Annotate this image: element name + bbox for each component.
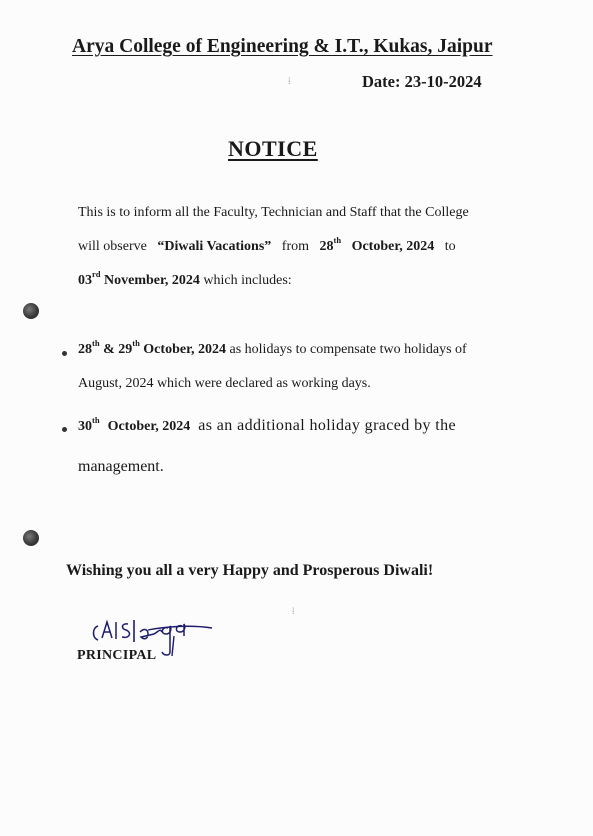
punch-hole-top	[23, 303, 39, 319]
intro-line-2	[78, 235, 508, 255]
holiday-day: 30th	[78, 415, 100, 434]
intro-line-1: This is to inform all the Faculty, Technician and Staff that the College	[78, 205, 469, 220]
date-value: 23-10-2024	[404, 72, 482, 91]
intro-text: which includes:	[203, 273, 292, 288]
bullet-1-line-2: August, 2024 which were declared as working days.	[78, 376, 371, 391]
holiday-day: 28th	[78, 338, 100, 357]
bullet-text: as an additional holiday graced by the	[198, 417, 457, 434]
intro-text: from	[281, 239, 310, 254]
end-month-year: November, 2024	[104, 273, 200, 288]
intro-line-3	[78, 269, 292, 289]
bullet-dot	[62, 427, 67, 432]
bullet-1-line-1	[78, 338, 467, 358]
ampersand: &	[103, 342, 115, 357]
bullet-dot	[62, 351, 67, 356]
holiday-month-year: October, 2024	[143, 342, 226, 357]
scan-speck: ⁞	[288, 76, 291, 86]
vacation-name: “Diwali Vacations”	[157, 239, 272, 254]
punch-hole-bottom	[23, 530, 39, 546]
bullet-2-line-1	[78, 417, 508, 435]
bullet-2-line-2: management.	[78, 458, 164, 475]
notice-title: NOTICE	[228, 136, 318, 161]
college-name-heading: Arya College of Engineering & I.T., Kukas, Jaipur	[72, 36, 493, 57]
holiday-day: 29th	[118, 338, 140, 357]
end-day: 03rd	[78, 269, 101, 288]
closing-greeting: Wishing you all a very Happy and Prosperous Diwali!	[66, 562, 434, 579]
date-label: Date:	[362, 72, 401, 91]
start-day: 28th	[319, 235, 342, 254]
signatory-title: PRINCIPAL	[77, 648, 157, 663]
start-month-year: October, 2024	[351, 239, 435, 254]
bullet-text: as holidays to compensate two holidays of	[229, 342, 467, 357]
holiday-month-year: October, 2024	[107, 419, 191, 434]
intro-text: will observe	[78, 239, 147, 254]
intro-text: to	[444, 239, 456, 254]
scan-speck: ⁞	[292, 606, 295, 616]
notice-date	[362, 72, 482, 92]
